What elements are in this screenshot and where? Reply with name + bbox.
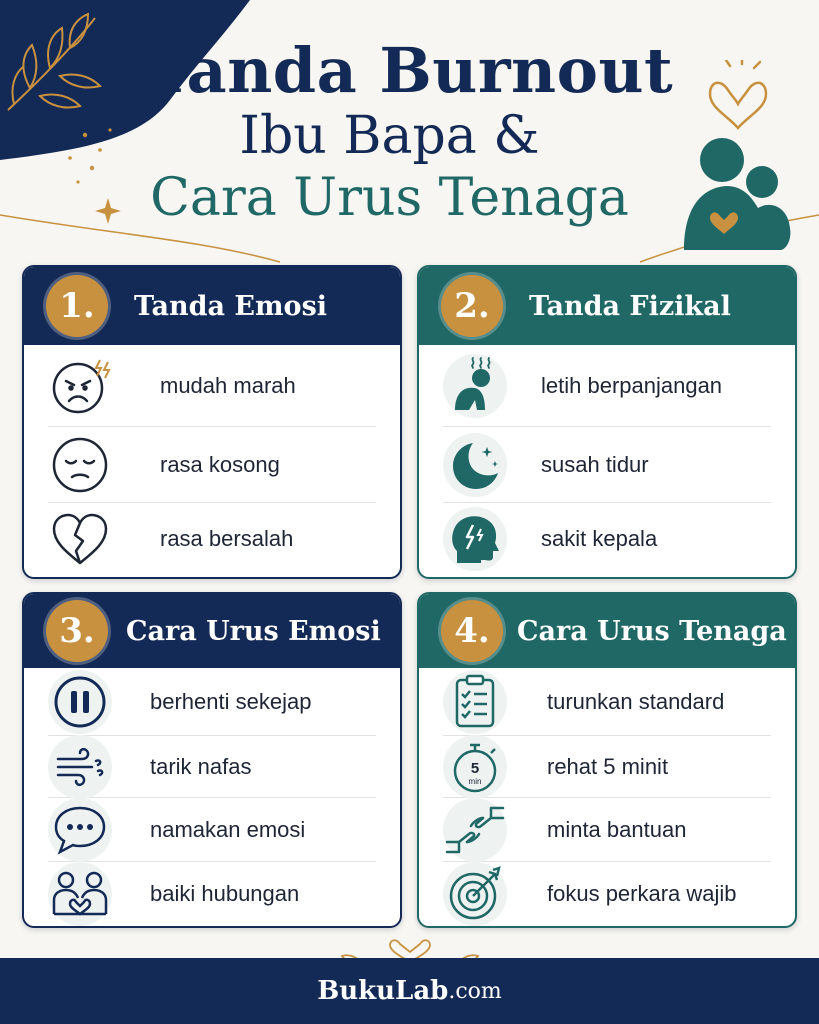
checklist-icon (443, 670, 507, 734)
timer-number: 5 (470, 759, 480, 777)
list-item (48, 503, 376, 575)
pause-icon (48, 670, 112, 734)
brand-domain: .com (448, 978, 502, 1004)
timer-unit: min (468, 776, 482, 786)
item-label: susah tidur (541, 451, 649, 477)
card-cara-urus-emosi (22, 592, 402, 928)
item-label: rasa kosong (160, 451, 280, 477)
card-header (24, 267, 400, 345)
card-header (24, 594, 400, 668)
item-label: rasa bersalah (160, 526, 294, 551)
timer-icon (443, 735, 507, 799)
item-label: turunkan standard (547, 688, 725, 714)
card-number-badge: 1. (46, 275, 108, 337)
item-label: mudah marah (160, 372, 296, 398)
item-label: sakit kepala (541, 526, 658, 551)
list-item (443, 345, 771, 427)
list-item (443, 503, 771, 575)
breath-wind-icon (48, 735, 112, 799)
item-label: baiki hubungan (150, 881, 300, 906)
card-tanda-fizikal (417, 265, 797, 579)
list-item (48, 798, 376, 862)
angry-face-icon (48, 354, 112, 418)
card-header (419, 594, 795, 668)
item-label: minta bantuan (547, 816, 687, 842)
item-label: fokus perkara wajib (547, 881, 737, 906)
target-icon (443, 862, 507, 926)
list-item (443, 798, 771, 862)
item-label: letih berpanjangan (541, 372, 723, 398)
card-number-badge: 3. (46, 600, 108, 662)
card-number-badge: 4. (441, 600, 503, 662)
parent-child-icon (680, 60, 800, 260)
headache-icon (443, 507, 507, 571)
sad-face-icon (48, 433, 112, 497)
card-title: Cara Urus Tenaga (517, 615, 787, 647)
title-line-1: Tanda Burnout (145, 34, 674, 107)
list-item (48, 668, 376, 736)
moon-stars-icon (443, 433, 507, 497)
list-item (48, 427, 376, 503)
card-header (419, 267, 795, 345)
item-label: rehat 5 minit (547, 753, 669, 779)
connection-people-icon (48, 862, 112, 926)
list-item (48, 736, 376, 798)
list-item (443, 736, 771, 798)
list-item (443, 668, 771, 736)
item-label: tarik nafas (150, 753, 252, 779)
card-title: Tanda Emosi (134, 290, 328, 322)
broken-heart-icon (48, 507, 112, 571)
tired-person-icon (443, 354, 507, 418)
list-item (443, 862, 771, 926)
speech-bubble-icon (48, 798, 112, 862)
list-item (48, 345, 376, 427)
item-label: berhenti sekejap (150, 688, 312, 714)
footer (0, 958, 819, 1024)
list-item (443, 427, 771, 503)
card-title: Tanda Fizikal (529, 290, 731, 322)
card-title: Cara Urus Emosi (126, 615, 381, 647)
card-tanda-emosi (22, 265, 402, 579)
title-line-2: Ibu Bapa & (239, 106, 540, 166)
card-cara-urus-tenaga (417, 592, 797, 928)
helping-hands-icon (443, 798, 507, 862)
card-number-badge: 2. (441, 275, 503, 337)
item-label: namakan emosi (150, 816, 306, 842)
title-line-3: Cara Urus Tenaga (150, 168, 629, 228)
brand-name: BukuLab (317, 976, 449, 1006)
list-item (48, 862, 376, 926)
